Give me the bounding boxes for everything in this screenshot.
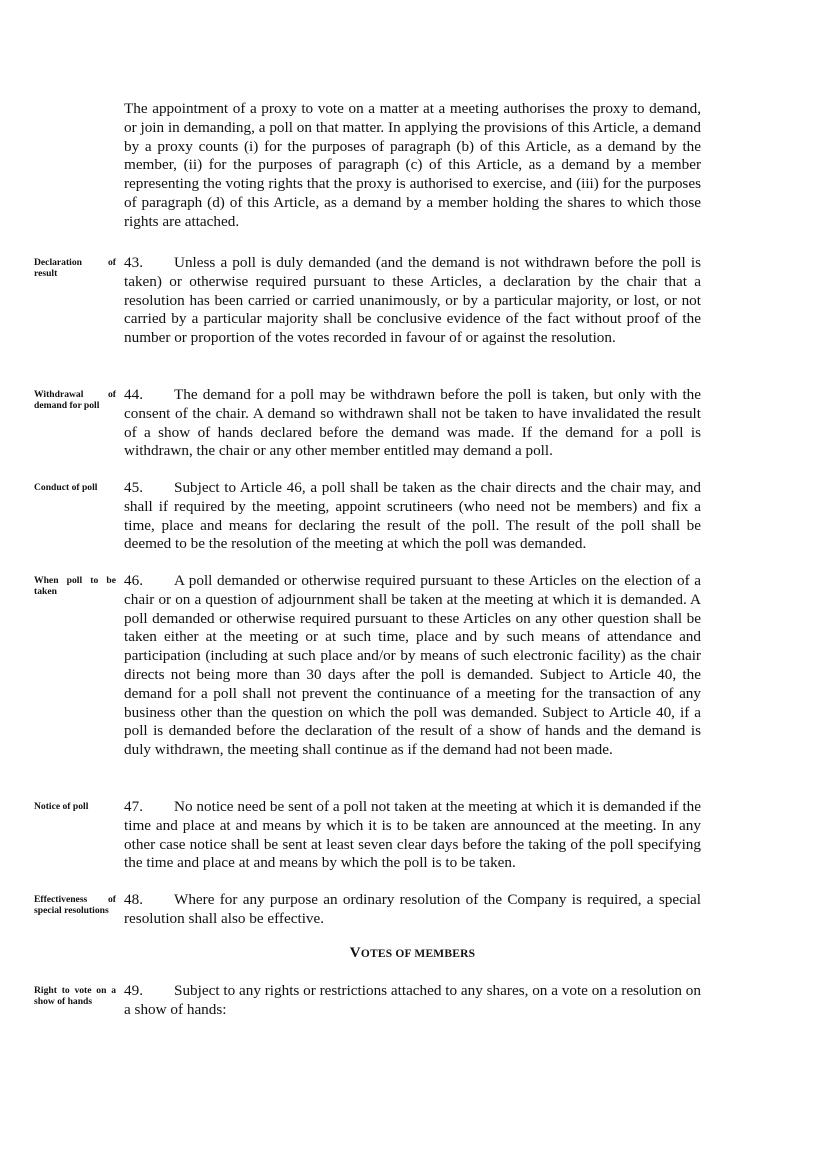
clause-number: 49. xyxy=(124,982,143,999)
clause-number: 43. xyxy=(124,254,143,271)
heading-initial: V xyxy=(349,945,361,961)
clause-body xyxy=(124,386,701,461)
clause-body xyxy=(124,479,701,554)
margin-note: Effectiveness of special resolutions xyxy=(34,894,116,916)
margin-note: Notice of poll xyxy=(34,801,89,812)
clause-text: Unless a poll is duly demanded (and the demand is not withdrawn before the poll is taken) or otherwise required pursuant to these Articles, a declaration by the chair that a resolution has been carried or carried unanimously, or by a particular majority, or lost, or not carried by a particular majority shall be conclusive evidence of the fact without proof of the number or proportion of the votes recorded in favour of or against the resolution. xyxy=(124,254,701,347)
clause-body xyxy=(124,798,701,873)
clause-body xyxy=(124,891,701,929)
clause-number: 46. xyxy=(124,572,143,589)
margin-note: Declaration of result xyxy=(34,257,116,279)
clause-text: Subject to Article 46, a poll shall be taken as the chair directs and the chair may, and shall if required by the meeting, appoint scrutineers (who need not be members) and fix a time, place and means for declaring the result of the poll. The result of the poll shall be deemed to be the resolution of the meeting at which the poll was demanded. xyxy=(124,479,701,553)
clause-text: The demand for a poll may be withdrawn before the poll is taken, but only with the consent of the chair. A demand so withdrawn shall not be taken to have invalidated the result of a show of hands declared before the demand was made. If the demand for a poll is withdrawn, the chair or any other member entitled may demand a poll. xyxy=(124,386,701,460)
clause-text: Where for any purpose an ordinary resolution of the Company is required, a special resolution shall also be effective. xyxy=(124,891,701,927)
clause-body xyxy=(124,572,701,760)
margin-note: When poll to be taken xyxy=(34,575,116,597)
margin-note: Right to vote on a show of hands xyxy=(34,985,116,1007)
clause-body xyxy=(124,254,701,348)
clause-number: 48. xyxy=(124,891,143,908)
clause-number: 44. xyxy=(124,386,143,403)
clause-text: No notice need be sent of a poll not taken at the meeting at which it is demanded if the time and place at and means by which it is to be taken are announced at the meeting. In any other case notice shall be sent at least seven clear days before the taking of the poll specifying the time and place at and means by which the poll is to be taken. xyxy=(124,798,701,872)
clause-number: 47. xyxy=(124,798,143,815)
intro-paragraph: The appointment of a proxy to vote on a matter at a meeting authorises the proxy to demand, or join in demanding, a poll on that matter. In applying the provisions of this Article, a demand by a proxy counts (i) for the purposes of paragraph (b) of this Article, as a demand by the member, (ii) for the purposes of paragraph (c) of this Article, as a demand by a member representing the voting rights that the proxy is authorised to exercise, and (iii) for the purposes of paragraph (d) of this Article, as a demand by a member holding the shares to which those rights are attached. xyxy=(124,100,701,230)
clause-body xyxy=(124,982,701,1020)
clause-number: 45. xyxy=(124,479,143,496)
clause-text: A poll demanded or otherwise required pursuant to these Articles on the election of a chair or on a question of adjournment shall be taken at the meeting at which it is demanded. A poll demanded or otherwise required pursuant to these Articles on any other question shall be taken either at the meeting or at such time, place and by such means of attendance and participation (including at such place and/or by means of such electronic facility) as the chair directs not being more than 30 days after the poll is demanded. Subject to Article 40, the demand for a poll shall not prevent the continuance of a meeting for the transaction of any business other than the question on which the poll was demanded. Subject to Article 40, if a poll is demanded before the declaration of the result of a show of hands and the demand is duly withdrawn, the meeting shall continue as if the demand had not been made. xyxy=(124,572,701,759)
margin-note: Withdrawal of demand for poll xyxy=(34,389,116,411)
margin-note: Conduct of poll xyxy=(34,482,98,493)
section-heading xyxy=(124,945,701,962)
heading-rest: OTES OF MEMBERS xyxy=(360,948,476,960)
clause-text: Subject to any rights or restrictions attached to any shares, on a vote on a resolution on a show of hands: xyxy=(124,982,701,1018)
